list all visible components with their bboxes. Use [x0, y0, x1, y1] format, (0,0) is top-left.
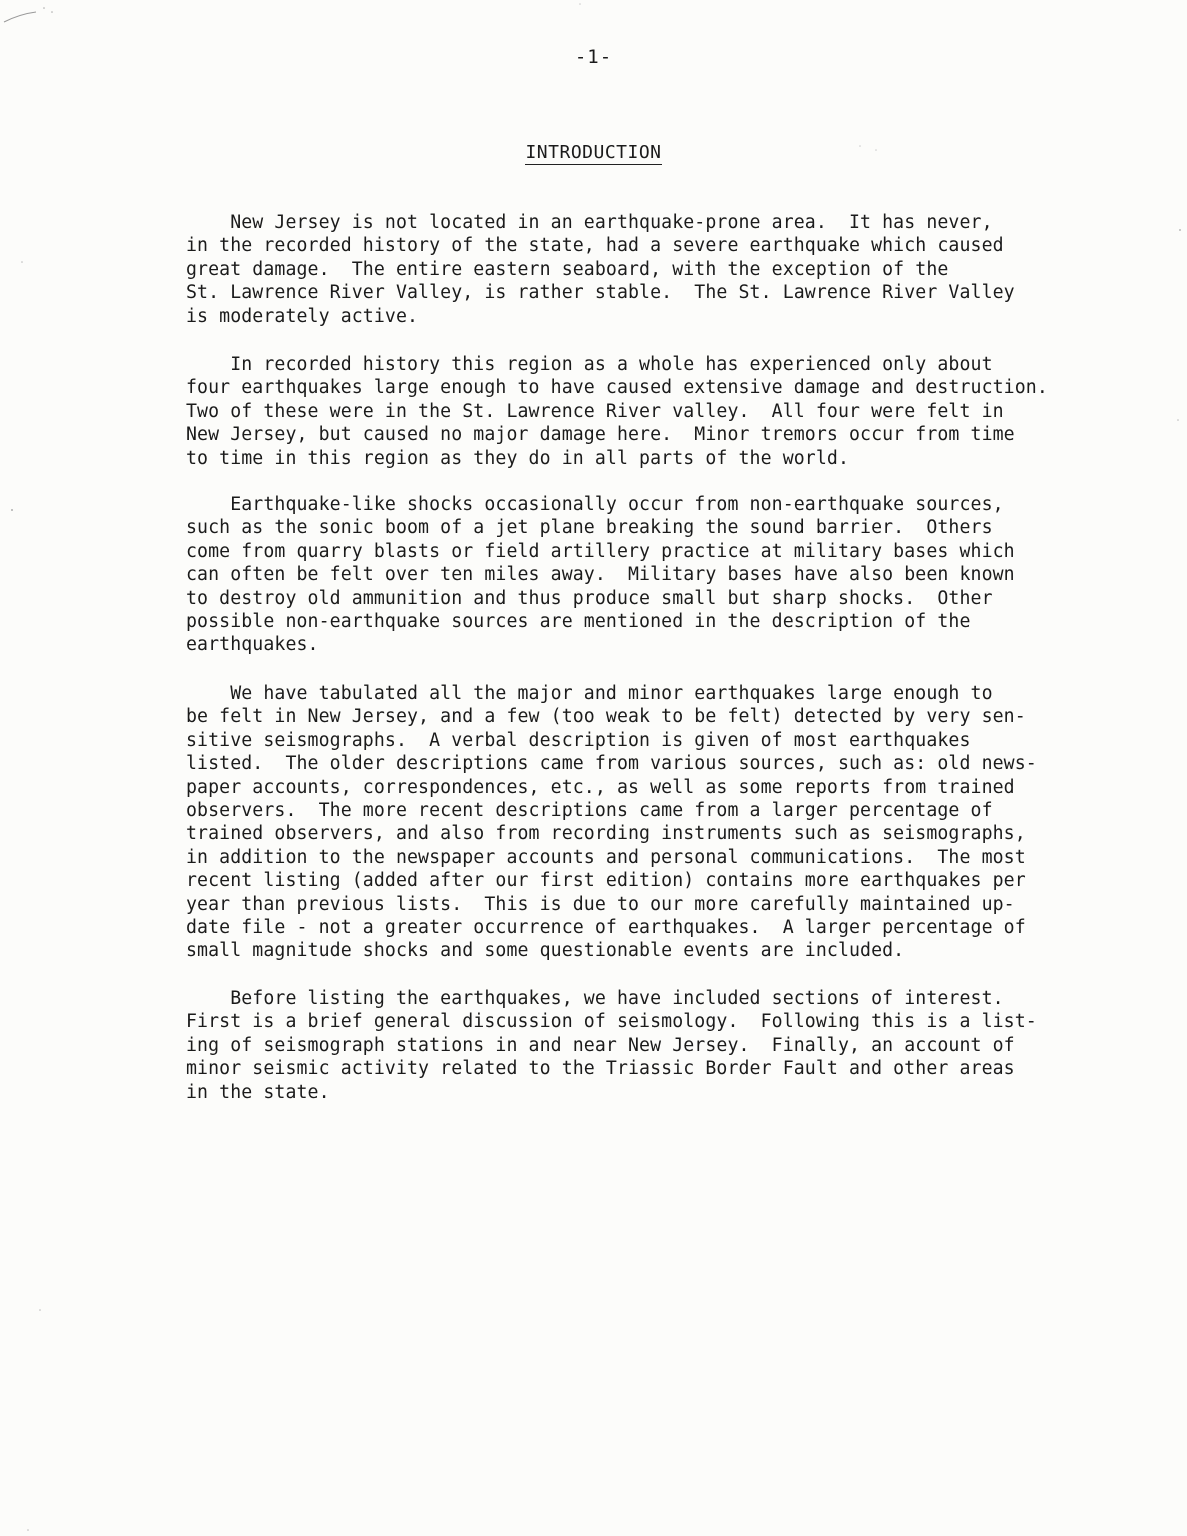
paragraph: We have tabulated all the major and minor earthquakes large enough to be felt in New Jersey, and a few (too weak to be felt) detected by very sen- sitive seismographs. A verbal description is given of most earthquakes listed. The older descriptions came from various sources, such as: old news- paper accounts, correspondences, etc., as well as some reports from trained observers. The more recent descriptions came from a larger percentage of trained observers, and also from recording instruments such as seismographs, in addition to the newspaper accounts and personal communications. The most recent listing (added after our first edition) contains more earthquakes per year than previous lists. This is due to our more carefully maintained up- date file - not a greater occurrence of earthquakes. A larger percentage of small magnitude shocks and some questionable events are included. [186, 683, 1037, 962]
paragraph: Before listing the earthquakes, we have included sections of interest. First is a brief general discussion of seismology. Following this is a list- ing of seismograph stations in and near New Jersey. Finally, an account of minor seismic activity related to the Triassic Border Fault and other areas in the state. [186, 988, 1037, 1103]
page-number: -1- [574, 46, 613, 68]
paragraph: In recorded history this region as a whole has experienced only about four earthquakes large enough to have caused extensive damage and destruction. Two of these were in the St. Lawrence River valley. All four were felt in New Jersey, but caused no major damage here. Minor tremors occur from time to time in this region as they do in all parts of the world. [186, 354, 1048, 469]
section-title [0, 142, 1187, 163]
section-title-text: INTRODUCTION [525, 142, 662, 163]
paragraph: Earthquake-like shocks occasionally occur from non-earthquake sources, such as the sonic boom of a jet plane breaking the sound barrier. Others come from quarry blasts or field artillery practice at military bases which can often be felt over ten miles away. Military bases have also been known to destroy old ammunition and thus produce small but sharp shocks. Other possible non-earthquake sources are mentioned in the description of the earthquakes. [186, 494, 1015, 656]
paragraph: New Jersey is not located in an earthquake-prone area. It has never, in the recorded history of the state, had a severe earthquake which caused great damage. The entire eastern seaboard, with the exception of the St. Lawrence River Valley, is rather stable. The St. Lawrence River Valley is moderately active. [186, 212, 1015, 327]
